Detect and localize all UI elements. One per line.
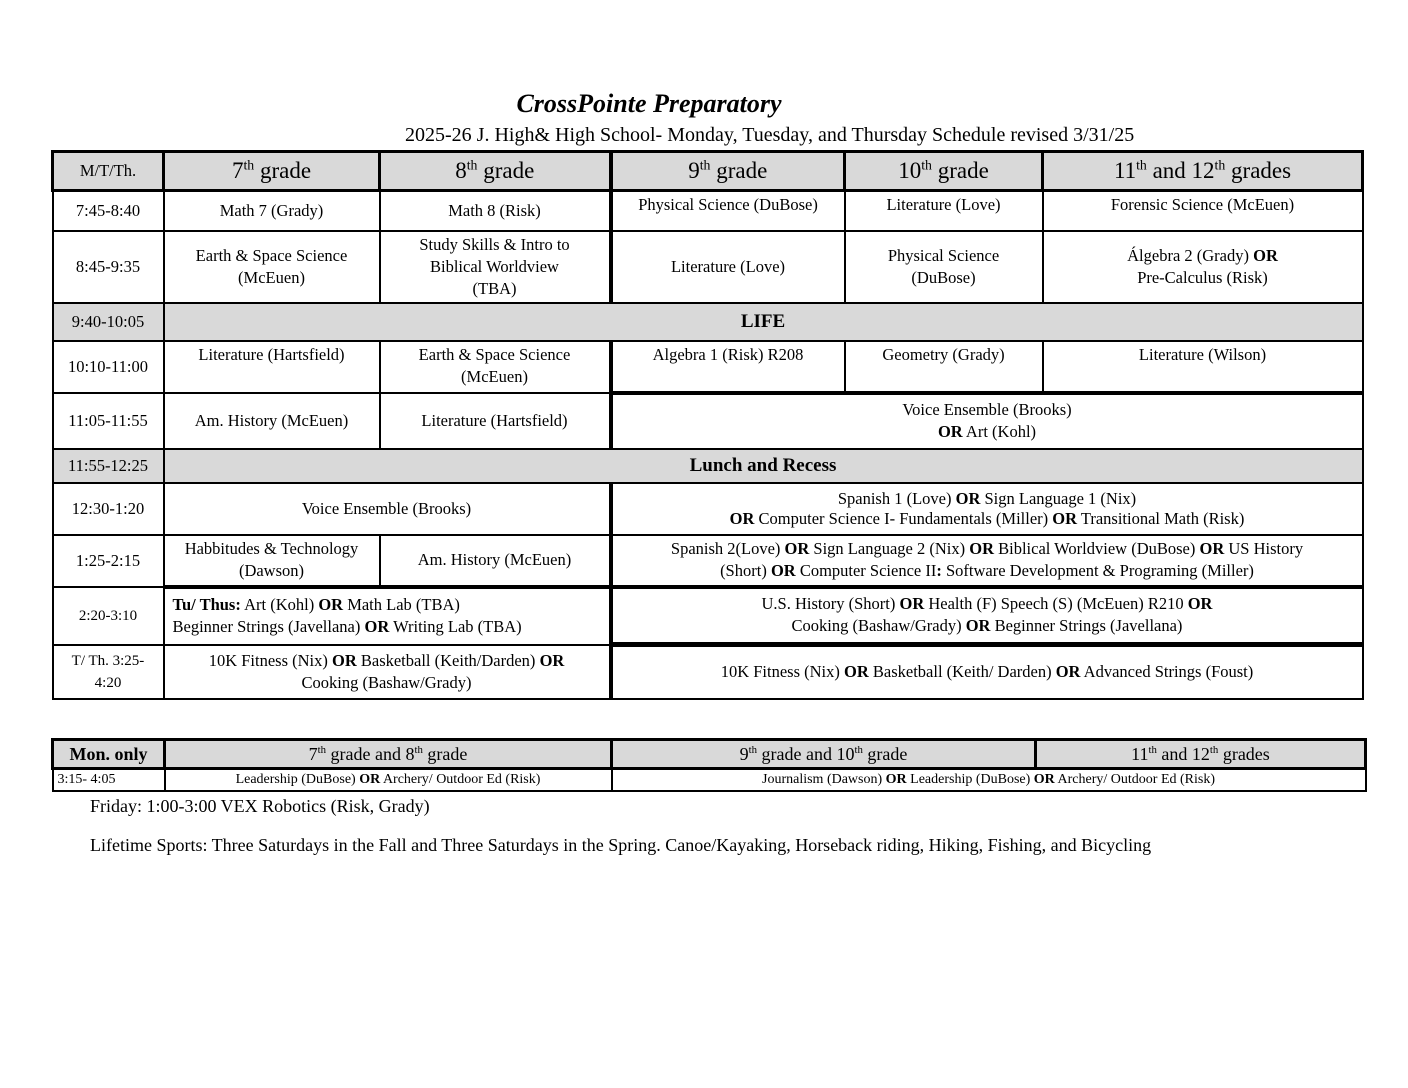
class-cell: Spanish 2(Love) OR Sign Language 2 (Nix) OR Biblical Worldview (DuBose) OR US History (Short) OR Computer Science II: Software Development & Programing (Miller)	[611, 535, 1363, 587]
class-cell: Algebra 1 (Risk) R208	[611, 341, 845, 393]
class-cell: Leadership (DuBose) OR Archery/ Outdoor Ed (Risk)	[165, 769, 612, 792]
lunch-band: Lunch and Recess	[164, 449, 1363, 483]
class-cell: Álgebra 2 (Grady) OR Pre-Calculus (Risk)	[1043, 231, 1363, 303]
class-cell: Voice Ensemble (Brooks) OR Art (Kohl)	[611, 393, 1363, 449]
main-schedule-table	[51, 150, 1364, 700]
class-cell: 10K Fitness (Nix) OR Basketball (Keith/Darden) OR Cooking (Bashaw/Grady)	[164, 645, 611, 699]
class-cell: Journalism (Dawson) OR Leadership (DuBose) OR Archery/ Outdoor Ed (Risk)	[612, 769, 1366, 792]
period-time: 2:20-3:10	[53, 587, 164, 645]
class-cell: Study Skills & Intro to Biblical Worldview (TBA)	[380, 231, 611, 303]
friday-note: Friday: 1:00-3:00 VEX Robotics (Risk, Grady)	[90, 796, 430, 816]
jh-grades-header: 7th grade and 8th grade	[165, 740, 612, 769]
period-row	[53, 645, 1363, 699]
period-time: 1:25-2:15	[53, 535, 164, 587]
class-cell: Earth & Space Science (McEuen)	[380, 341, 611, 393]
monday-table	[51, 738, 1367, 792]
schedule-subtitle: 2025-26 J. High& High School- Monday, Tuesday, and Thursday Schedule revised 3/31/25	[405, 124, 1135, 146]
class-cell: Spanish 1 (Love) OR Sign Language 1 (Nix) OR Computer Science I- Fundamentals (Miller) OR Transitional Math (Risk)	[611, 483, 1363, 535]
class-cell: Physical Science (DuBose)	[845, 231, 1043, 303]
page-title: CrossPointe Preparatory	[516, 89, 782, 118]
lifetime-sports-note: Lifetime Sports: Three Saturdays in the Fall and Three Saturdays in the Spring. Canoe/Kayaking, Horseback riding, Hiking, Fishing, and Bicycling	[90, 835, 1152, 855]
class-cell: Am. History (McEuen)	[164, 393, 380, 449]
period-time: 11:55-12:25	[53, 449, 164, 483]
grades-11-12-header: 11th and 12th grades	[1036, 740, 1366, 769]
header-row	[53, 152, 1363, 191]
class-cell: Forensic Science (McEuen)	[1043, 191, 1363, 231]
day-header: M/T/Th.	[53, 152, 164, 191]
class-cell: Earth & Space Science (McEuen)	[164, 231, 380, 303]
period-time: 10:10-11:00	[53, 341, 164, 393]
class-cell: Literature (Hartsfield)	[380, 393, 611, 449]
monday-row	[53, 769, 1366, 792]
period-row	[53, 587, 1363, 645]
period-row	[53, 393, 1363, 449]
grade-9-header: 9th grade	[611, 152, 845, 191]
class-cell: Math 7 (Grady)	[164, 191, 380, 231]
period-time: 8:45-9:35	[53, 231, 164, 303]
class-cell: 10K Fitness (Nix) OR Basketball (Keith/ Darden) OR Advanced Strings (Foust)	[611, 645, 1363, 699]
class-cell: Geometry (Grady)	[845, 341, 1043, 393]
class-cell: Literature (Hartsfield)	[164, 341, 380, 393]
class-cell: Voice Ensemble (Brooks)	[164, 483, 611, 535]
class-cell: Physical Science (DuBose)	[611, 191, 845, 231]
class-cell: Literature (Love)	[845, 191, 1043, 231]
monday-header-row	[53, 740, 1366, 769]
lunch-row	[53, 449, 1363, 483]
class-cell: Am. History (McEuen)	[380, 535, 611, 587]
life-row	[53, 303, 1363, 341]
period-time: 3:15- 4:05	[53, 769, 165, 792]
class-cell: Math 8 (Risk)	[380, 191, 611, 231]
class-cell: Literature (Wilson)	[1043, 341, 1363, 393]
period-row	[53, 191, 1363, 231]
monday-label: Mon. only	[53, 740, 165, 769]
period-time: 9:40-10:05	[53, 303, 164, 341]
grade-8-header: 8th grade	[380, 152, 611, 191]
period-time: 11:05-11:55	[53, 393, 164, 449]
grade-11-12-header: 11th and 12th grades	[1043, 152, 1363, 191]
class-cell: U.S. History (Short) OR Health (F) Speech (S) (McEuen) R210 OR Cooking (Bashaw/Grady) OR Beginner Strings (Javellana)	[611, 587, 1363, 645]
class-cell: Habbitudes & Technology (Dawson)	[164, 535, 380, 587]
grades-9-10-header: 9th grade and 10th grade	[612, 740, 1036, 769]
period-row	[53, 231, 1363, 303]
period-row	[53, 341, 1363, 393]
period-row	[53, 535, 1363, 587]
period-time: 12:30-1:20	[53, 483, 164, 535]
period-time: T/ Th. 3:25- 4:20	[53, 645, 164, 699]
life-band: LIFE	[164, 303, 1363, 341]
grade-7-header: 7th grade	[164, 152, 380, 191]
period-time: 7:45-8:40	[53, 191, 164, 231]
grade-10-header: 10th grade	[845, 152, 1043, 191]
period-row	[53, 483, 1363, 535]
class-cell: Literature (Love)	[611, 231, 845, 303]
class-cell: Tu/ Thus: Art (Kohl) OR Math Lab (TBA) Beginner Strings (Javellana) OR Writing Lab (TBA)	[164, 587, 611, 645]
